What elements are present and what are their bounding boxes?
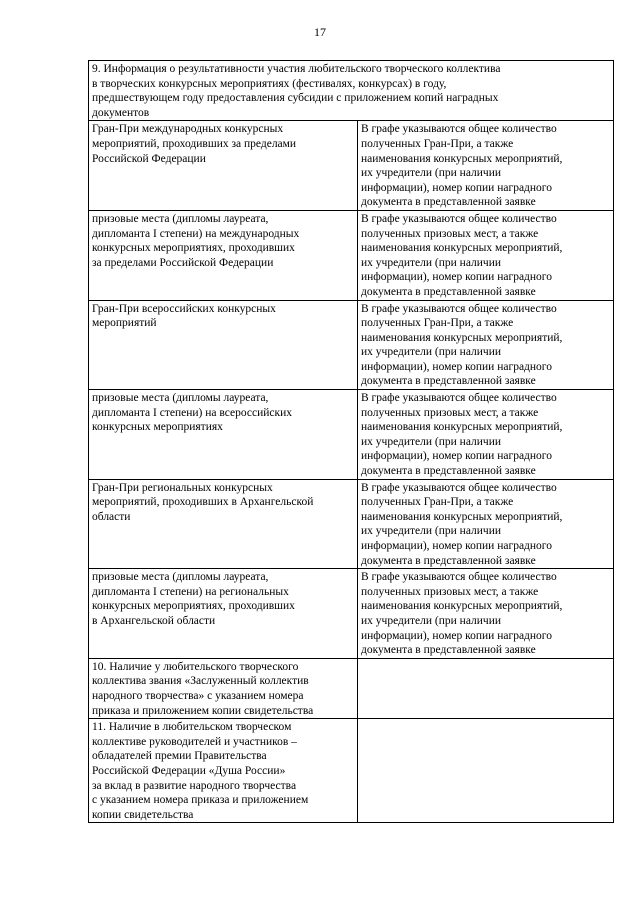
instruction-cell	[358, 300, 614, 390]
page-number: 17	[314, 25, 326, 39]
instruction-text: В графе указываются общее количество полученных призовых мест, а также наименования конкурсных мероприятий, их учредители (при наличии информации), номер копии наградного документа в представленной заявке	[361, 392, 563, 478]
table-row	[89, 121, 614, 211]
criterion-text: призовые места (дипломы лауреата, дипломанта I степени) на региональных конкурсных мероприятиях, проходивших в Архангельской области	[92, 571, 295, 627]
criterion-cell	[89, 121, 358, 211]
table-row	[89, 210, 614, 300]
table-row	[89, 569, 614, 659]
section-11-criterion-cell	[89, 719, 358, 823]
instruction-text: В графе указываются общее количество полученных Гран-При, а также наименования конкурсных мероприятий, их учредители (при наличии информации), номер копии наградного документа в представленной заявке	[361, 481, 563, 567]
criterion-text: Гран-При всероссийских конкурсных мероприятий	[92, 302, 276, 330]
instruction-cell	[358, 210, 614, 300]
section-11-value-cell	[358, 719, 614, 823]
criterion-cell	[89, 210, 358, 300]
section-11-row	[89, 719, 614, 823]
criterion-cell	[89, 390, 358, 480]
instruction-cell	[358, 121, 614, 211]
criterion-text: призовые места (дипломы лауреата, дипломанта I степени) на международных конкурсных мероприятиях, проходивших за пределами Российской Федерации	[92, 212, 300, 269]
section-9-header-text: 9. Информация о результативности участия любительского творческого коллектива в творческих конкурсных мероприятиях (фестивалях, конкурсах) в году, предшествующем году предоставления субсидии с приложением копий наградных документов	[92, 63, 501, 119]
section-11-criterion-text: 11. Наличие в любительском творческом коллективе руководителей и участников – обладателей премии Правительства Российской Федерации «Душа России» за вклад в развитие народного творчества с указанием номера приказа и приложением копии свидетельства	[92, 721, 309, 821]
section-9-header-cell	[89, 61, 614, 121]
criterion-text: Гран-При международных конкурсных мероприятий, проходивших за пределами Российской Федерации	[92, 123, 297, 165]
section-10-value-cell	[358, 658, 614, 718]
instruction-cell	[358, 569, 614, 659]
section-10-row	[89, 658, 614, 718]
criterion-cell	[89, 300, 358, 390]
instruction-text: В графе указываются общее количество полученных призовых мест, а также наименования конкурсных мероприятий, их учредители (при наличии информации), номер копии наградного документа в представленной заявке	[361, 212, 563, 298]
criterion-text: Гран-При региональных конкурсных мероприятий, проходивших в Архангельской области	[92, 481, 314, 523]
instruction-text: В графе указываются общее количество полученных призовых мест, а также наименования конкурсных мероприятий, их учредители (при наличии информации), номер копии наградного документа в представленной заявке	[361, 571, 563, 657]
section-9-header-row	[89, 61, 614, 121]
instruction-text: В графе указываются общее количество полученных Гран-При, а также наименования конкурсных мероприятий, их учредители (при наличии информации), номер копии наградного документа в представленной заявке	[361, 123, 563, 209]
criterion-text: призовые места (дипломы лауреата, дипломанта I степени) на всероссийских конкурсных мероприятиях	[92, 392, 292, 434]
criterion-cell	[89, 479, 358, 569]
section-10-criterion-cell	[89, 658, 358, 718]
table-row	[89, 390, 614, 480]
application-form-table	[88, 60, 614, 823]
instruction-cell	[358, 479, 614, 569]
instruction-text: В графе указываются общее количество полученных Гран-При, а также наименования конкурсных мероприятий, их учредители (при наличии информации), номер копии наградного документа в представленной заявке	[361, 302, 563, 388]
table-row	[89, 300, 614, 390]
criterion-cell	[89, 569, 358, 659]
section-10-criterion-text: 10. Наличие у любительского творческого коллектива звания «Заслуженный коллектив народного творчества» с указанием номера приказа и приложением копии свидетельства	[92, 660, 314, 717]
instruction-cell	[358, 390, 614, 480]
table-row	[89, 479, 614, 569]
